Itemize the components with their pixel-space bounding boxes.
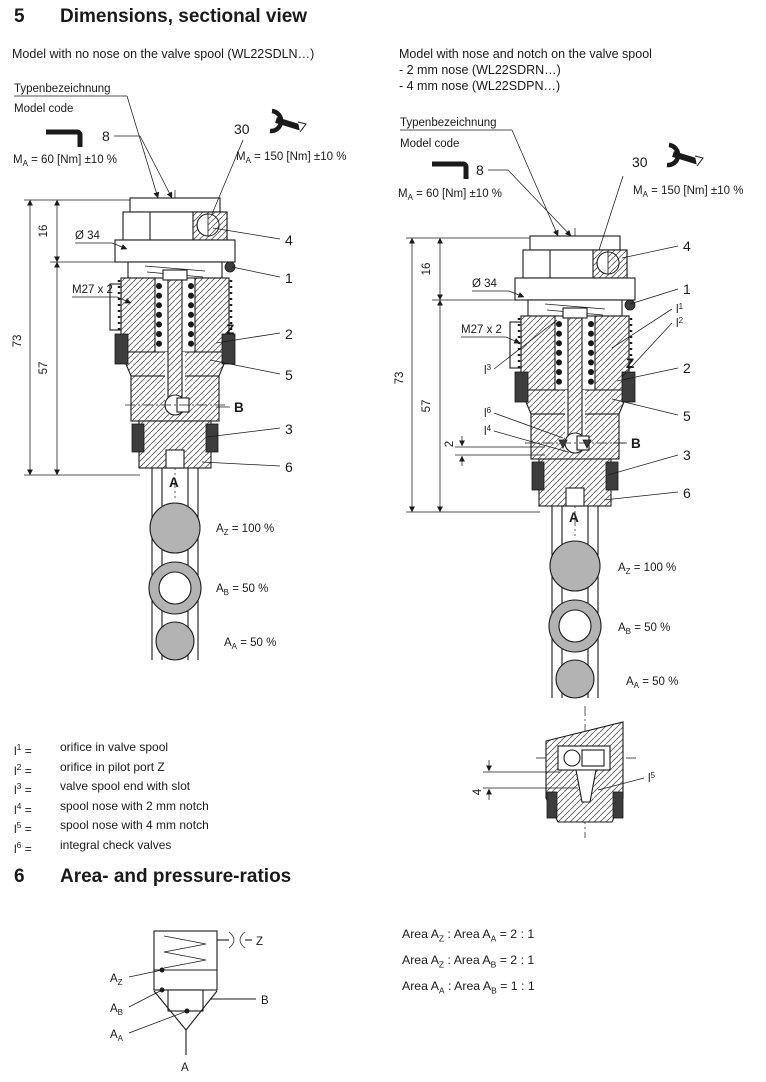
callout-4 bbox=[622, 238, 691, 258]
type-designation-label: Typenbezeichnung bbox=[400, 117, 497, 129]
schematic-port-a: A bbox=[181, 1062, 189, 1074]
tightening-torque-allen: $M_A = 60$ [Nm] ±10 % bbox=[398, 188, 503, 202]
wrench-size-label: 30 bbox=[632, 154, 648, 170]
legend-row-l2: $l^2$ = orifice in pilot port Z bbox=[14, 759, 165, 778]
svg-text:3: 3 bbox=[285, 421, 293, 437]
svg-text:l1: $l^1$ bbox=[676, 302, 684, 316]
svg-text:5: 5 bbox=[285, 367, 293, 383]
schematic-port-b: B bbox=[261, 995, 269, 1007]
area-aa-label: $A_A = 50$ % bbox=[224, 637, 277, 651]
spool-nose-detail-view bbox=[472, 706, 656, 838]
svg-text:2: 2 bbox=[683, 360, 691, 376]
right-model-note-line3: - 4 mm nose (WL22SDPN…) bbox=[399, 79, 561, 93]
schematic-area-az: $A_Z$ bbox=[110, 973, 123, 987]
tightening-torque-allen: $M_A = 60$ [Nm] ±10 % bbox=[13, 154, 118, 168]
allen-size-label: 8 bbox=[476, 162, 484, 178]
dim-diameter-34: Ø 34 bbox=[472, 278, 497, 290]
left-model-code-leader bbox=[14, 83, 158, 198]
schematic-area-ab: $A_B$ bbox=[110, 1003, 124, 1017]
section-5-heading bbox=[14, 6, 307, 28]
svg-text:4: 4 bbox=[683, 238, 691, 254]
dim-73: 73 bbox=[394, 371, 406, 385]
wrench-size-label: 30 bbox=[234, 121, 250, 137]
model-code-label: Model code bbox=[400, 138, 460, 150]
port-b-label: B bbox=[234, 400, 244, 415]
svg-text:l6: $l^6$ bbox=[484, 406, 492, 420]
wrench-icon bbox=[667, 145, 703, 166]
section-5-number: 5 bbox=[14, 6, 25, 27]
left-wrench-annotation bbox=[212, 111, 346, 214]
l-symbols-legend bbox=[14, 740, 209, 858]
valve-section-right bbox=[510, 228, 635, 698]
svg-text:6: 6 bbox=[683, 485, 691, 501]
dim-73: 73 bbox=[12, 334, 24, 348]
svg-text:1: 1 bbox=[683, 281, 691, 297]
area-az-label: $A_Z = 100$ % bbox=[618, 562, 677, 576]
port-z-label: Z bbox=[226, 322, 235, 337]
dim-16: 16 bbox=[421, 262, 433, 276]
port-b-label: B bbox=[631, 436, 641, 451]
svg-text:2: 2 bbox=[285, 326, 293, 342]
right-model-note-line1: Model with nose and notch on the valve spool bbox=[399, 47, 652, 61]
left-allen-annotation bbox=[13, 128, 172, 198]
svg-text:l5: $l^5$ bbox=[648, 771, 656, 785]
dim-57: 57 bbox=[421, 399, 433, 413]
section-6-number: 6 bbox=[14, 866, 25, 887]
port-z-label: Z bbox=[626, 356, 635, 371]
section-6-heading bbox=[14, 866, 291, 888]
svg-text:4: 4 bbox=[285, 232, 293, 248]
area-ab-label: $A_B = 50$ % bbox=[216, 583, 269, 597]
dim-thread-m27: M27 x 2 bbox=[461, 324, 502, 336]
area-ab-label: $A_B = 50$ % bbox=[618, 622, 671, 636]
svg-text:l3: $l^3$ bbox=[484, 363, 492, 377]
section-5-title: Dimensions, sectional view bbox=[60, 6, 308, 27]
port-a-label: A bbox=[569, 510, 579, 525]
dim-2: 2 bbox=[444, 440, 456, 448]
ratio-az-aa: Area $A_Z$ : Area $A_A = 2$ : 1 bbox=[402, 927, 535, 944]
ratio-az-ab: Area $A_Z$ : Area $A_B = 2$ : 1 bbox=[402, 953, 535, 970]
callout-6 bbox=[202, 459, 293, 475]
svg-text:5: 5 bbox=[683, 408, 691, 424]
dim-16: 16 bbox=[38, 224, 50, 238]
left-area-percentages bbox=[216, 523, 276, 651]
svg-text:l4: $l^4$ bbox=[484, 424, 492, 438]
callout-1 bbox=[232, 267, 293, 286]
svg-text:l2: $l^2$ bbox=[676, 316, 684, 330]
svg-text:6: 6 bbox=[285, 459, 293, 475]
svg-text:1: 1 bbox=[285, 270, 293, 286]
allen-size-label: 8 bbox=[102, 128, 110, 144]
schematic-port-z: Z bbox=[256, 936, 264, 948]
tightening-torque-wrench: $M_A = 150$ [Nm] ±10 % bbox=[633, 185, 744, 199]
wrench-icon bbox=[270, 111, 306, 132]
left-valve-drawing bbox=[12, 83, 346, 660]
right-model-note-line2: - 2 mm nose (WL22SDRN…) bbox=[399, 63, 561, 77]
svg-text:4: 4 bbox=[472, 788, 484, 796]
callout-3 bbox=[608, 447, 691, 475]
callout-1 bbox=[630, 281, 691, 304]
port-a-label: A bbox=[169, 475, 179, 490]
model-code-label: Model code bbox=[14, 103, 74, 115]
type-designation-label: Typenbezeichnung bbox=[14, 83, 111, 95]
legend-row-l6: $l^6$ = integral check valves bbox=[14, 837, 172, 856]
dim-thread-m27: M27 x 2 bbox=[72, 284, 113, 296]
tightening-torque-wrench: $M_A = 150$ [Nm] ±10 % bbox=[236, 151, 347, 165]
right-model-notes bbox=[399, 46, 759, 94]
schematic-area-aa: $A_A$ bbox=[110, 1029, 124, 1043]
callout-3 bbox=[207, 421, 293, 437]
dim-diameter-34: Ø 34 bbox=[75, 230, 100, 242]
legend-row-l4: $l^4$ = spool nose with 2 mm notch bbox=[14, 798, 209, 817]
allen-key-icon bbox=[46, 132, 80, 147]
dim-57: 57 bbox=[38, 361, 50, 375]
area-az-label: $A_Z = 100$ % bbox=[216, 523, 275, 537]
orifice-symbol bbox=[229, 932, 234, 948]
area-ratio-equations bbox=[402, 924, 535, 1002]
area-aa-label: $A_A = 50$ % bbox=[626, 676, 679, 690]
right-valve-drawing bbox=[394, 117, 743, 838]
svg-text:3: 3 bbox=[683, 447, 691, 463]
ratio-aa-ab: Area $A_A$ : Area $A_B = 1$ : 1 bbox=[402, 979, 535, 996]
allen-key-icon bbox=[432, 164, 466, 179]
legend-row-l3: $l^3$ = valve spool end with slot bbox=[14, 779, 191, 798]
valve-symbol-schematic bbox=[110, 931, 269, 1074]
right-allen-annotation bbox=[398, 162, 571, 236]
section-6-title: Area- and pressure-ratios bbox=[60, 866, 292, 887]
legend-row-l5: $l^5$ = spool nose with 4 mm notch bbox=[14, 818, 209, 837]
right-wrench-annotation bbox=[599, 145, 743, 250]
left-model-note: Model with no nose on the valve spool (WL22SDLN…) bbox=[12, 47, 315, 61]
legend-row-l1: $l^1$ = orifice in valve spool bbox=[14, 740, 169, 758]
right-area-percentages bbox=[618, 562, 678, 690]
